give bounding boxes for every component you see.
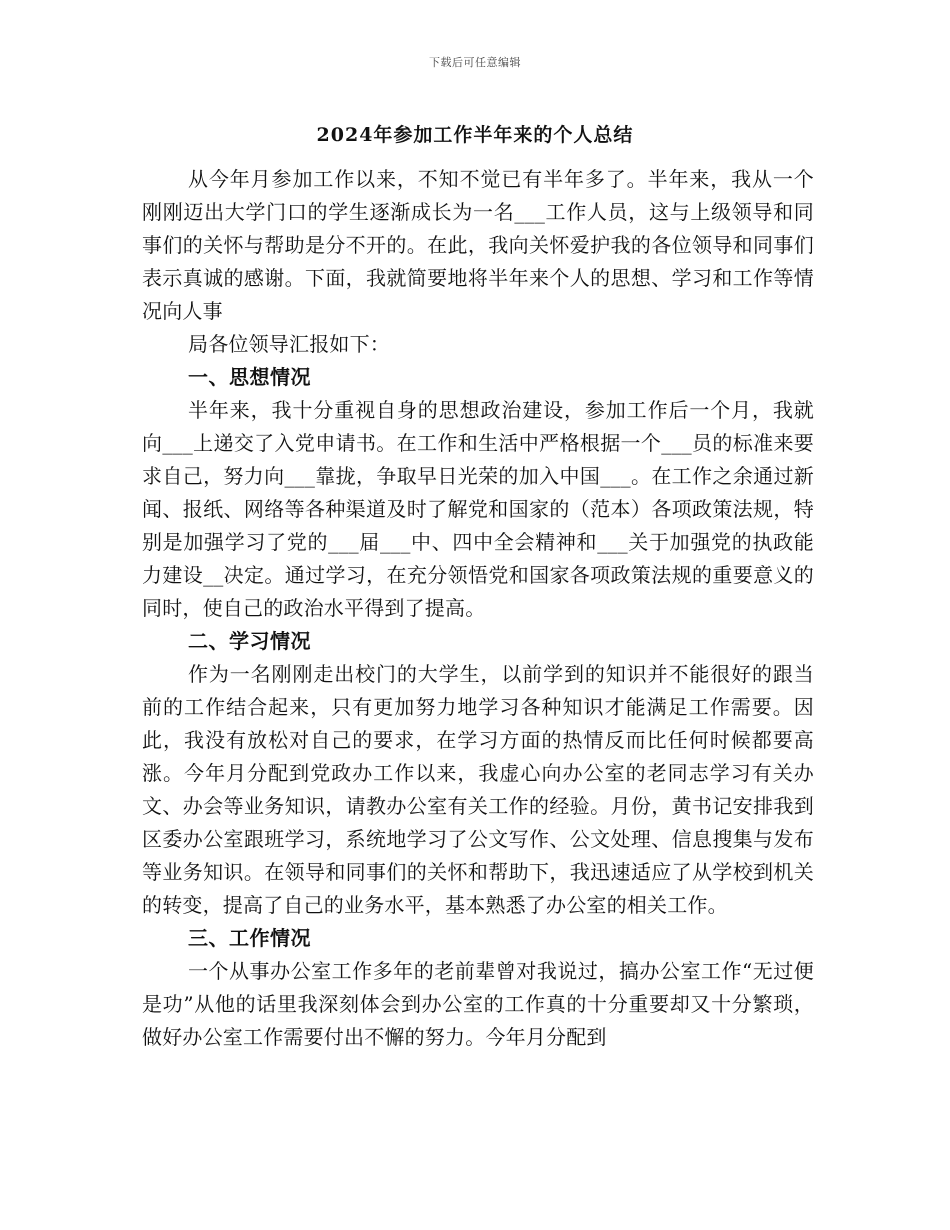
section-body-thought: 半年来，我十分重视自身的思想政治建设，参加工作后一个月，我就向___上递交了入党申请书。在工作和生活中严格根据一个___员的标准来要求自己，努力向___靠拢，争取早日光荣的加入中国___。在工作之余通过新闻、报纸、网络等各种渠道及时了解党和国家的（范本）各项政策法规，特别是加强学习了党的___届___中、四中全会精神和___关于加强党的执政能力建设__决定。通过学习，在充分领悟党和国家各项政策法规的重要意义的同时，使自己的政治水平得到了提高。 bbox=[142, 398, 814, 620]
section-heading-work: 三、工作情况 bbox=[188, 926, 311, 950]
intro-continuation: 局各位领导汇报如下： bbox=[188, 332, 390, 356]
section-body-work: 一个从事办公室工作多年的老前辈曾对我说过，搞办公室工作“无过便是功”从他的话里我深刻体会到办公室的工作真的十分重要却又十分繁琐，做好办公室工作需要付出不懈的努力。今年月分配到 bbox=[142, 959, 814, 1049]
document-title: 2024年参加工作半年来的个人总结 bbox=[316, 124, 634, 146]
document-body bbox=[142, 163, 814, 1054]
intro-paragraph: 从今年月参加工作以来，不知不觉已有半年多了。半年来，我从一个刚刚迈出大学门口的学生逐渐成长为一名___工作人员，这与上级领导和同事们的关怀与帮助是分不开的。在此，我向关怀爱护我的各位领导和同事们表示真诚的感谢。下面，我就简要地将半年来个人的思想、学习和工作等情况向人事 bbox=[142, 167, 814, 323]
section-body-study: 作为一名刚刚走出校门的大学生，以前学到的知识并不能很好的跟当前的工作结合起来，只有更加努力地学习各种知识才能满足工作需要。因此，我没有放松对自己的要求，在学习方面的热情反而比任何时候都要高涨。今年月分配到党政办工作以来，我虚心向办公室的老同志学习有关办文、办会等业务知识，请教办公室有关工作的经验。月份，黄书记安排我到区委办公室跟班学习，系统地学习了公文写作、公文处理、信息搜集与发布等业务知识。在领导和同事们的关怀和帮助下，我迅速适应了从学校到机关的转变，提高了自己的业务水平，基本熟悉了办公室的相关工作。 bbox=[142, 662, 814, 917]
header-note: 下载后可任意编辑 bbox=[429, 56, 521, 69]
section-heading-thought: 一、思想情况 bbox=[188, 365, 311, 389]
section-heading-study: 二、学习情况 bbox=[188, 629, 311, 653]
